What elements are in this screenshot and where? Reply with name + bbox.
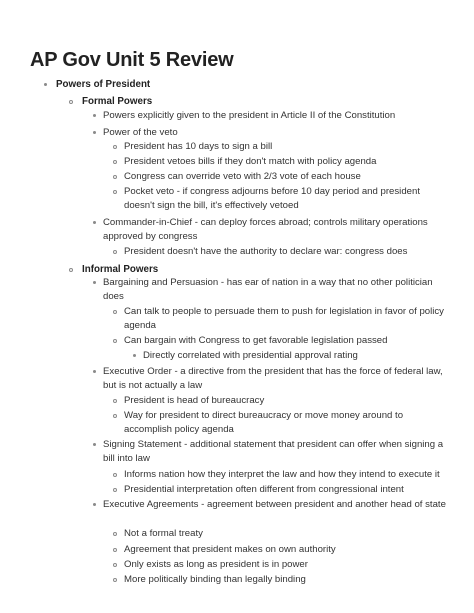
outline-item bbox=[103, 126, 448, 140]
outline-item-text: Informal Powers bbox=[82, 264, 159, 275]
bullet-icon bbox=[93, 503, 96, 506]
outline-item bbox=[103, 365, 448, 393]
bullet-icon bbox=[113, 532, 117, 536]
outline-item-text: Way for president to direct bureaucracy or move money around to accomplish policy agenda bbox=[124, 410, 404, 436]
outline-item bbox=[103, 216, 448, 244]
outline-item-text: Executive Agreements - agreement between president and another head of state bbox=[103, 499, 446, 510]
outline-item-text: President vetoes bills if they don't match with policy agenda bbox=[124, 156, 377, 167]
bullet-icon bbox=[113, 339, 117, 343]
outline-item-text: Congress can override veto with 2/3 vote of each house bbox=[124, 171, 361, 182]
outline-item-text: Signing Statement - additional statement that president can offer when signing a bill into law bbox=[103, 439, 444, 465]
outline-item bbox=[103, 276, 448, 304]
outline-item bbox=[124, 155, 449, 169]
outline-item bbox=[124, 185, 442, 213]
outline-item bbox=[124, 245, 449, 259]
outline-item bbox=[124, 394, 449, 408]
outline-item bbox=[124, 140, 449, 154]
outline-item bbox=[124, 527, 449, 541]
page-title: AP Gov Unit 5 Review bbox=[30, 49, 234, 71]
outline-item-text: Can bargain with Congress to get favorable legislation passed bbox=[124, 335, 388, 346]
outline-item-text: President is head of bureaucracy bbox=[124, 395, 265, 406]
outline-item bbox=[124, 334, 449, 348]
bullet-icon bbox=[113, 250, 117, 254]
bullet-icon bbox=[113, 473, 117, 477]
bullet-icon bbox=[93, 281, 96, 284]
outline-item-text: Can talk to people to persuade them to push for legislation in favor of policy agenda bbox=[124, 306, 444, 332]
outline-item-text: Power of the veto bbox=[103, 127, 178, 138]
outline-item-text: Commander-in-Chief - can deploy forces abroad; controls military operations approved by congress bbox=[103, 217, 428, 243]
bullet-icon bbox=[113, 488, 117, 492]
bullet-icon bbox=[93, 221, 96, 224]
outline-item bbox=[124, 558, 449, 572]
outline-item bbox=[103, 498, 448, 512]
outline-item-text: Directly correlated with presidential approval rating bbox=[143, 350, 358, 361]
bullet-icon bbox=[93, 114, 96, 117]
bullet-icon bbox=[69, 100, 73, 104]
outline-item bbox=[124, 483, 449, 497]
bullet-icon bbox=[113, 548, 117, 552]
outline-item bbox=[103, 109, 448, 123]
outline-item bbox=[82, 95, 452, 109]
bullet-icon bbox=[113, 190, 117, 194]
bullet-icon bbox=[133, 354, 136, 357]
bullet-icon bbox=[113, 414, 117, 418]
outline-item bbox=[124, 468, 449, 482]
bullet-icon bbox=[113, 399, 117, 403]
outline-item-text: Presidential interpretation often different from congressional intent bbox=[124, 484, 404, 495]
bullet-icon bbox=[44, 83, 47, 86]
bullet-icon bbox=[93, 131, 96, 134]
outline-item-text: Powers explicitly given to the president in Article II of the Constitution bbox=[103, 110, 396, 121]
outline-item-text: Not a formal treaty bbox=[124, 528, 203, 539]
bullet-icon bbox=[93, 443, 96, 446]
bullet-icon bbox=[113, 145, 117, 149]
outline-item bbox=[124, 170, 449, 184]
outline-item bbox=[143, 349, 448, 363]
bullet-icon bbox=[69, 268, 73, 272]
outline-item bbox=[124, 409, 449, 437]
outline-item-text: Agreement that president makes on own authority bbox=[124, 544, 336, 555]
outline-item-text: Executive Order - a directive from the president that has the force of federal law, but is not actually a law bbox=[103, 366, 443, 392]
outline-item-text: President has 10 days to sign a bill bbox=[124, 141, 273, 152]
outline-item-text: Powers of President bbox=[56, 79, 151, 90]
outline-item bbox=[103, 438, 448, 466]
bullet-icon bbox=[113, 563, 117, 567]
bullet-icon bbox=[93, 370, 96, 373]
bullet-icon bbox=[113, 175, 117, 179]
outline-item bbox=[124, 573, 449, 587]
outline-item-text: Bargaining and Persuasion - has ear of nation in a way that no other politician does bbox=[103, 277, 433, 303]
bullet-icon bbox=[113, 578, 117, 582]
outline-item bbox=[124, 543, 449, 557]
outline-item bbox=[124, 305, 449, 333]
outline-item-text: Formal Powers bbox=[82, 96, 153, 107]
outline-item-text: Pocket veto - if congress adjourns before 10 day period and president doesn't sign the bill, it's effectively vetoed bbox=[124, 186, 420, 212]
outline-item-text: More politically binding than legally binding bbox=[124, 574, 306, 585]
bullet-icon bbox=[113, 160, 117, 164]
outline-item-text: President doesn't have the authority to declare war: congress does bbox=[124, 246, 408, 257]
bullet-icon bbox=[113, 310, 117, 314]
outline-item bbox=[56, 78, 456, 92]
outline-item-text: Informs nation how they interpret the law and how they intend to execute it bbox=[124, 469, 440, 480]
outline-item-text: Only exists as long as president is in power bbox=[124, 559, 308, 570]
